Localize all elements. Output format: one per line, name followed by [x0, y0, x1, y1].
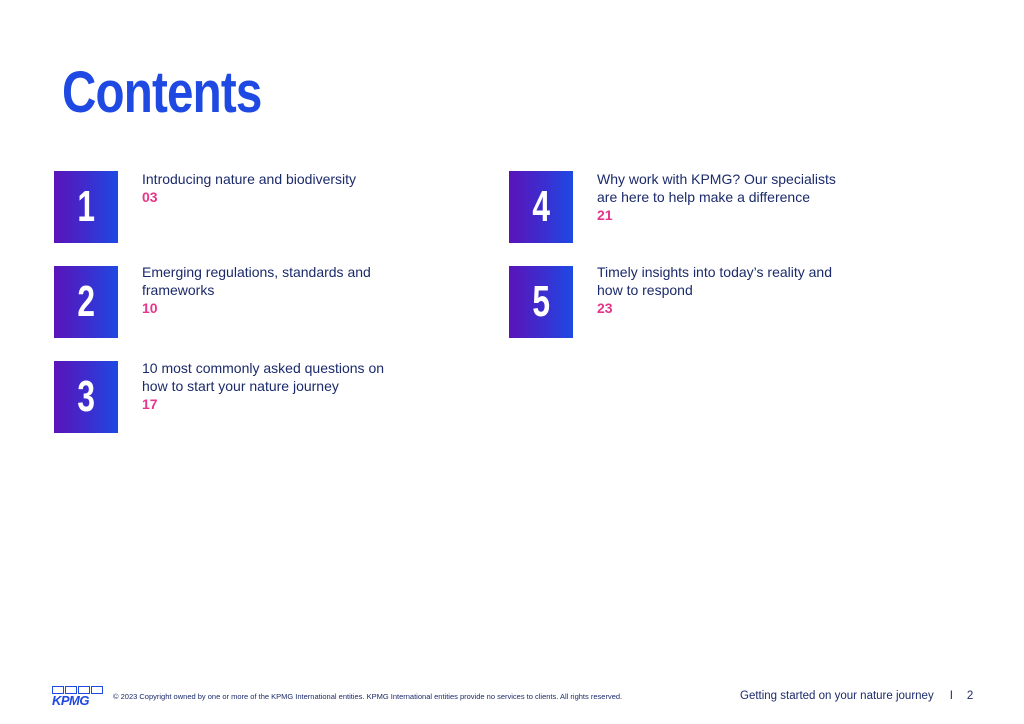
- section-number-box: [54, 266, 118, 338]
- page-title: Contents: [62, 60, 262, 125]
- entry-text: [142, 170, 402, 206]
- entry-title[interactable]: 10 most commonly asked questions on how to start your nature journey: [142, 360, 385, 394]
- entry-title[interactable]: Timely insights into today’s reality and how to respond: [597, 264, 832, 298]
- section-number-box: [54, 361, 118, 433]
- entry-text: [597, 170, 852, 224]
- section-number: 4: [532, 182, 550, 231]
- entry-text: [597, 263, 847, 317]
- section-number: 3: [77, 372, 95, 421]
- entry-title[interactable]: Introducing nature and biodiversity: [142, 171, 357, 187]
- entry-text: [142, 263, 392, 317]
- footer-doc-info: [740, 690, 973, 702]
- section-number: 1: [77, 182, 95, 231]
- logo-text: KPMG: [52, 693, 89, 708]
- entry-title[interactable]: Emerging regulations, standards and frameworks: [142, 264, 371, 298]
- entry-title[interactable]: Why work with KPMG? Our specialists are here to help make a difference: [597, 171, 836, 205]
- section-number: 5: [532, 277, 550, 326]
- entry-page-number[interactable]: 21: [597, 207, 613, 223]
- copyright-notice: © 2023 Copyright owned by one or more of the KPMG International entities. KPMG International entities provide no services to clients. All rights reserved.: [113, 692, 623, 701]
- footer-page-number: 2: [966, 690, 974, 702]
- entry-page-number[interactable]: 23: [597, 300, 613, 316]
- entry-text: [142, 359, 402, 413]
- section-number: 2: [77, 277, 95, 326]
- footer-document-title: Getting started on your nature journey: [740, 690, 934, 702]
- kpmg-logo: [52, 686, 104, 708]
- section-number-box: [509, 171, 573, 243]
- footer-separator: I: [949, 690, 953, 702]
- entry-page-number[interactable]: 10: [142, 300, 158, 316]
- section-number-box: [509, 266, 573, 338]
- entry-page-number[interactable]: 17: [142, 396, 158, 412]
- entry-page-number[interactable]: 03: [142, 189, 158, 205]
- section-number-box: [54, 171, 118, 243]
